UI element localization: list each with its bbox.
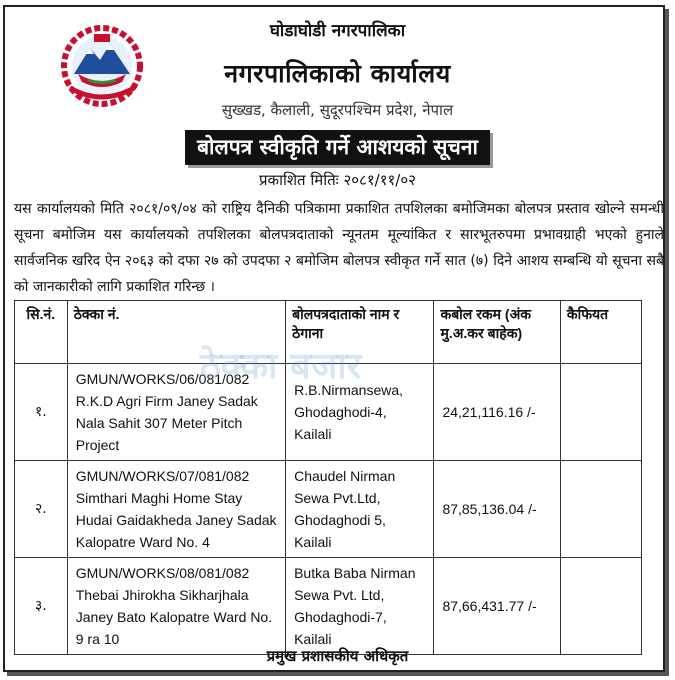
cell-contract: GMUN/WORKS/08/081/082 Thebai Jhirokha Sikharjhala Janey Bato Kalopatre Ward No. 9 ra 10 <box>67 558 285 655</box>
cell-serial: ३. <box>15 558 68 655</box>
header-contract: ठेक्का नं. <box>67 301 285 364</box>
watermark-logo: ठेक्का बजार <box>200 346 362 387</box>
cell-bidder: Chaudel Nirman Sewa Pvt.Ltd, Ghodaghodi 5, Kailali <box>286 461 434 558</box>
signatory-title: प्रमुख प्रशासकीय अधिकृत <box>266 647 409 665</box>
notice-title-wrapper <box>0 130 675 165</box>
cell-bidder: Butka Baba Nirman Sewa Pvt. Ltd, Ghodaghodi-7, Kailali <box>286 558 434 655</box>
cell-serial: १. <box>15 364 68 461</box>
header-serial: सि.नं. <box>15 301 68 364</box>
header-bidder: बोलपत्रदाताको नाम र ठेगाना <box>286 301 434 364</box>
notice-title: बोलपत्र स्वीकृति गर्ने आशयको सूचना <box>185 130 490 165</box>
table-row <box>15 558 642 655</box>
municipality-name: घोडाघोडी नगरपालिका <box>269 21 406 41</box>
cell-remarks <box>560 461 641 558</box>
table-header-row <box>15 301 642 364</box>
cell-remarks <box>560 558 641 655</box>
notice-body: यस कार्यालयको मिति २०८१/०९/०४ को राष्ट्रिय दैनिकी पत्रिकामा प्रकाशित तपशिलका बमोजिमका बोलपत्र प्रस्ताव खोल्ने समन्धी सूचना बमोजिम यस कार्यालयको तपशिलका बोलपत्रदाताको न्यूनतम मूल्यांकित र सारभूतरुपमा प्रभावग्राही भएको हुनाले सार्वजनिक खरिद ऐन २०६३ को दफा २७ को उपदफा २ बमोजिम बोलपत्र स्वीकृत गर्ने सात (७) दिने आशय सम्बन्धि यो सूचना सबै को जानकारीको लागि प्रकाशित गरिन्छ । <box>14 201 664 295</box>
cell-serial: २. <box>15 461 68 558</box>
header-amount: कबोल रकम (अंक मु.अ.कर बाहेक) <box>434 301 560 364</box>
header-remarks: कैफियत <box>560 301 641 364</box>
cell-amount: 24,21,116.16 /- <box>434 364 560 461</box>
cell-contract: GMUN/WORKS/06/081/082 R.K.D Agri Firm Janey Sadak Nala Sahit 307 Meter Pitch Project <box>67 364 285 461</box>
office-address: सुख्खड, कैलाली, सुदूरपश्चिम प्रदेश, नेपाल <box>221 101 454 119</box>
published-date: प्रकाशित मितिः २०८१/११/०२ <box>259 171 416 189</box>
cell-bidder: R.B.Nirmansewa, Ghodaghodi-4, Kailali <box>286 364 434 461</box>
table-row <box>15 461 642 558</box>
cell-amount: 87,66,431.77 /- <box>434 558 560 655</box>
office-name: नगरपालिकाको कार्यालय <box>224 59 451 88</box>
bid-table <box>14 300 642 655</box>
table-row <box>15 364 642 461</box>
cell-remarks <box>560 364 641 461</box>
cell-contract: GMUN/WORKS/07/081/082 Simthari Maghi Home Stay Hudai Gaidakheda Janey Sadak Kalopatre Ward No. 4 <box>67 461 285 558</box>
cell-amount: 87,85,136.04 /- <box>434 461 560 558</box>
